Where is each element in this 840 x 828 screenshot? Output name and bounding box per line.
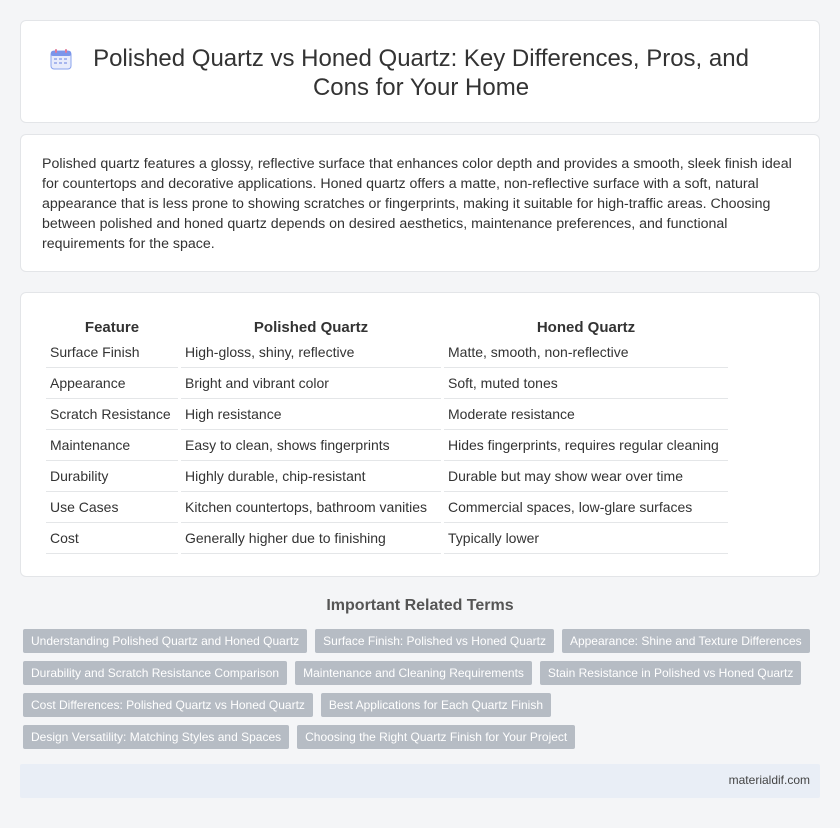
column-header: Polished Quartz <box>253 318 369 336</box>
table-cell: Generally higher due to finishing <box>181 523 441 554</box>
table-cell: Kitchen countertops, bathroom vanities <box>181 492 441 523</box>
table-row <box>46 368 728 399</box>
related-term-tag[interactable]: Stain Resistance in Polished vs Honed Quartz <box>540 661 801 685</box>
related-term-tag[interactable]: Appearance: Shine and Texture Differences <box>562 629 810 653</box>
header-card <box>20 20 820 123</box>
table-row <box>46 399 728 430</box>
column-header: Honed Quartz <box>536 318 636 336</box>
table-cell: High resistance <box>181 399 441 430</box>
table-cell: Bright and vibrant color <box>181 368 441 399</box>
related-term-tag[interactable]: Choosing the Right Quartz Finish for Your Project <box>297 725 575 749</box>
related-term-tag[interactable]: Maintenance and Cleaning Requirements <box>295 661 532 685</box>
intro-paragraph: Polished quartz features a glossy, reflective surface that enhances color depth and provides a smooth, sleek finish ideal for countertops and decorative applications. Honed quartz offers a matte, non-reflective surface with a soft, natural appearance that is less prone to showing scratches or fingerprints, making it suitable for high-traffic areas. Choosing between polished and honed quartz depends on desired aesthetics, maintenance preferences, and functional requirements for the space. <box>42 156 792 252</box>
table-cell: Surface Finish <box>46 337 178 368</box>
related-term-tag[interactable]: Understanding Polished Quartz and Honed Quartz <box>23 629 307 653</box>
table-header-row <box>46 317 728 337</box>
table-cell: Typically lower <box>444 523 728 554</box>
related-term-tag[interactable]: Durability and Scratch Resistance Comparison <box>23 661 287 685</box>
table-cell: Moderate resistance <box>444 399 728 430</box>
table-cell: Scratch Resistance <box>46 399 178 430</box>
table-cell: Matte, smooth, non-reflective <box>444 337 728 368</box>
table-cell: Commercial spaces, low-glare surfaces <box>444 492 728 523</box>
related-term-tag[interactable]: Surface Finish: Polished vs Honed Quartz <box>315 629 554 653</box>
table-cell: Durable but may show wear over time <box>444 461 728 492</box>
table-cell: Use Cases <box>46 492 178 523</box>
table-cell: Hides fingerprints, requires regular cleaning <box>444 430 728 461</box>
table-row <box>46 430 728 461</box>
table-row <box>46 337 728 368</box>
related-term-tag[interactable]: Best Applications for Each Quartz Finish <box>321 693 551 717</box>
table-cell: Soft, muted tones <box>444 368 728 399</box>
table-cell: Appearance <box>46 368 178 399</box>
column-header: Feature <box>84 318 140 336</box>
related-term-tag[interactable]: Design Versatility: Matching Styles and Spaces <box>23 725 289 749</box>
comparison-table <box>43 317 731 554</box>
title-wrap <box>21 21 821 124</box>
site-name[interactable]: materialdif.com <box>728 773 810 787</box>
table-cell: Easy to clean, shows fingerprints <box>181 430 441 461</box>
table-cell: Highly durable, chip-resistant <box>181 461 441 492</box>
related-terms-title: Important Related Terms <box>326 597 514 614</box>
table-cell: Cost <box>46 523 178 554</box>
footer <box>20 764 820 798</box>
related-terms-list <box>23 629 823 749</box>
calendar-icon <box>49 47 73 71</box>
table-row <box>46 492 728 523</box>
table-cell: Maintenance <box>46 430 178 461</box>
related-term-tag[interactable]: Cost Differences: Polished Quartz vs Honed Quartz <box>23 693 313 717</box>
table-cell: High-gloss, shiny, reflective <box>181 337 441 368</box>
page-title: Polished Quartz vs Honed Quartz: Key Differences, Pros, and Cons for Your Home <box>93 44 749 101</box>
table-row <box>46 523 728 554</box>
comparison-card <box>20 292 820 577</box>
table-row <box>46 461 728 492</box>
intro-card <box>20 134 820 272</box>
table-cell: Durability <box>46 461 178 492</box>
